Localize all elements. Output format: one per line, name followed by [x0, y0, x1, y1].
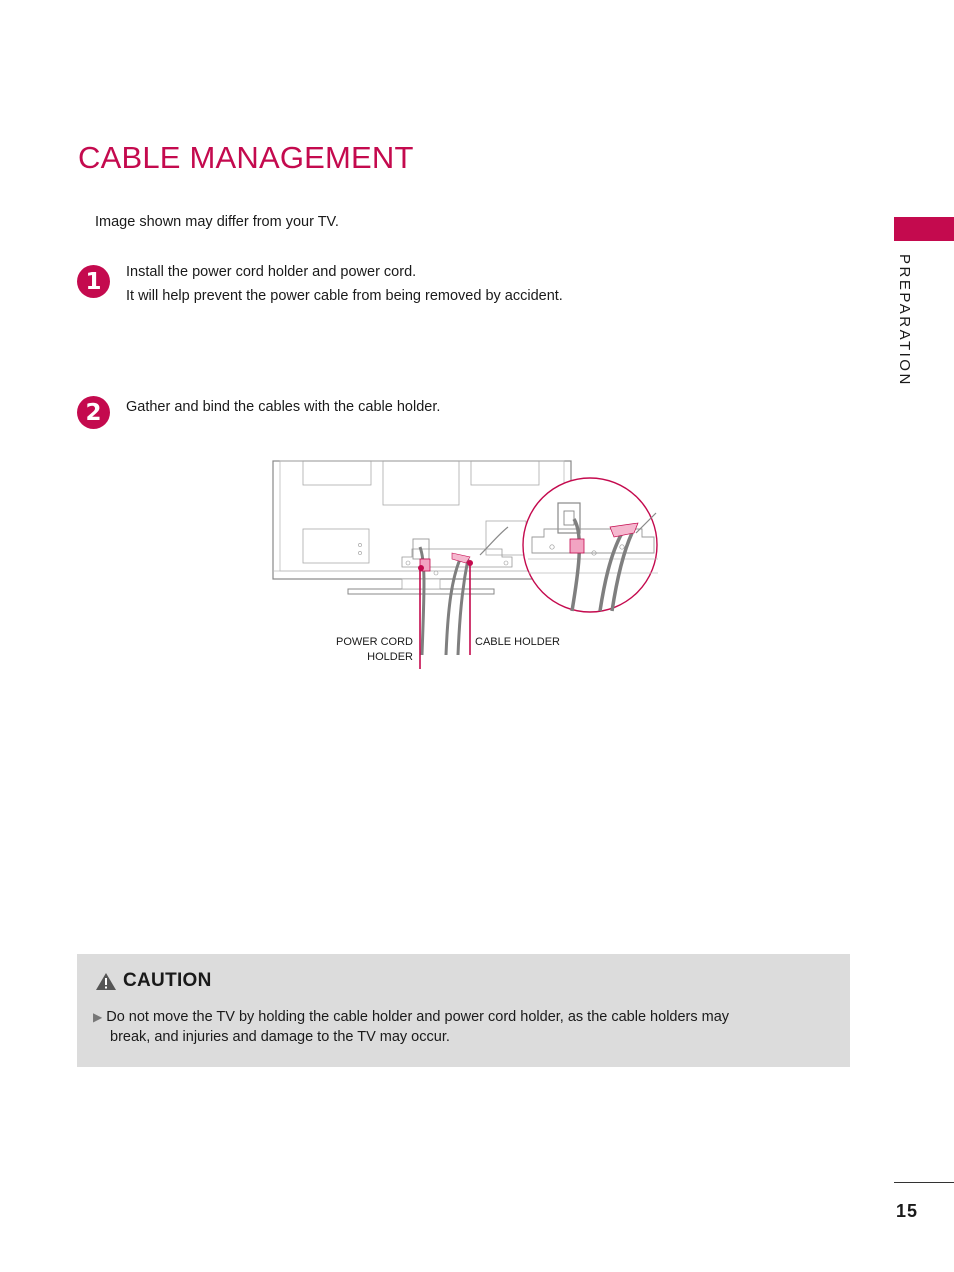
caution-box [77, 954, 850, 1067]
warning-icon [95, 972, 117, 991]
page-number: 15 [896, 1201, 919, 1221]
caution-header [95, 970, 212, 992]
step-1-line-1: Install the power cord holder and power cord. [126, 264, 417, 280]
caution-line-2: break, and injuries and damage to the TV may occur. [110, 1029, 450, 1045]
power-cord-label-line-1: POWER CORD [336, 636, 413, 648]
step-2-line-1: Gather and bind the cables with the cable holder. [126, 399, 441, 415]
cable-diagram [270, 455, 670, 675]
step-1-badge: 1 [77, 265, 110, 298]
step-1-line-2: It will help prevent the power cable from being removed by accident. [126, 288, 563, 304]
caution-text [93, 1007, 813, 1047]
image-note: Image shown may differ from your TV. [95, 214, 339, 230]
step-1-text [126, 260, 563, 308]
cable-holder-label: CABLE HOLDER [475, 636, 560, 648]
power-cord-label-line-2: HOLDER [367, 651, 413, 663]
step-2-badge: 2 [77, 396, 110, 429]
page-number-rule [894, 1182, 954, 1183]
section-tab [894, 217, 954, 241]
caution-line-1: Do not move the TV by holding the cable holder and power cord holder, as the cable holders may [106, 1009, 730, 1025]
caution-title: CAUTION [123, 970, 212, 991]
page-title: CABLE MANAGEMENT [78, 140, 414, 175]
tv-back-illustration [270, 455, 670, 675]
bullet-arrow-icon: ▶ [93, 1010, 103, 1024]
section-label: PREPARATION [896, 254, 913, 387]
step-2-text [126, 395, 440, 419]
power-cord-holder-label [332, 635, 413, 665]
